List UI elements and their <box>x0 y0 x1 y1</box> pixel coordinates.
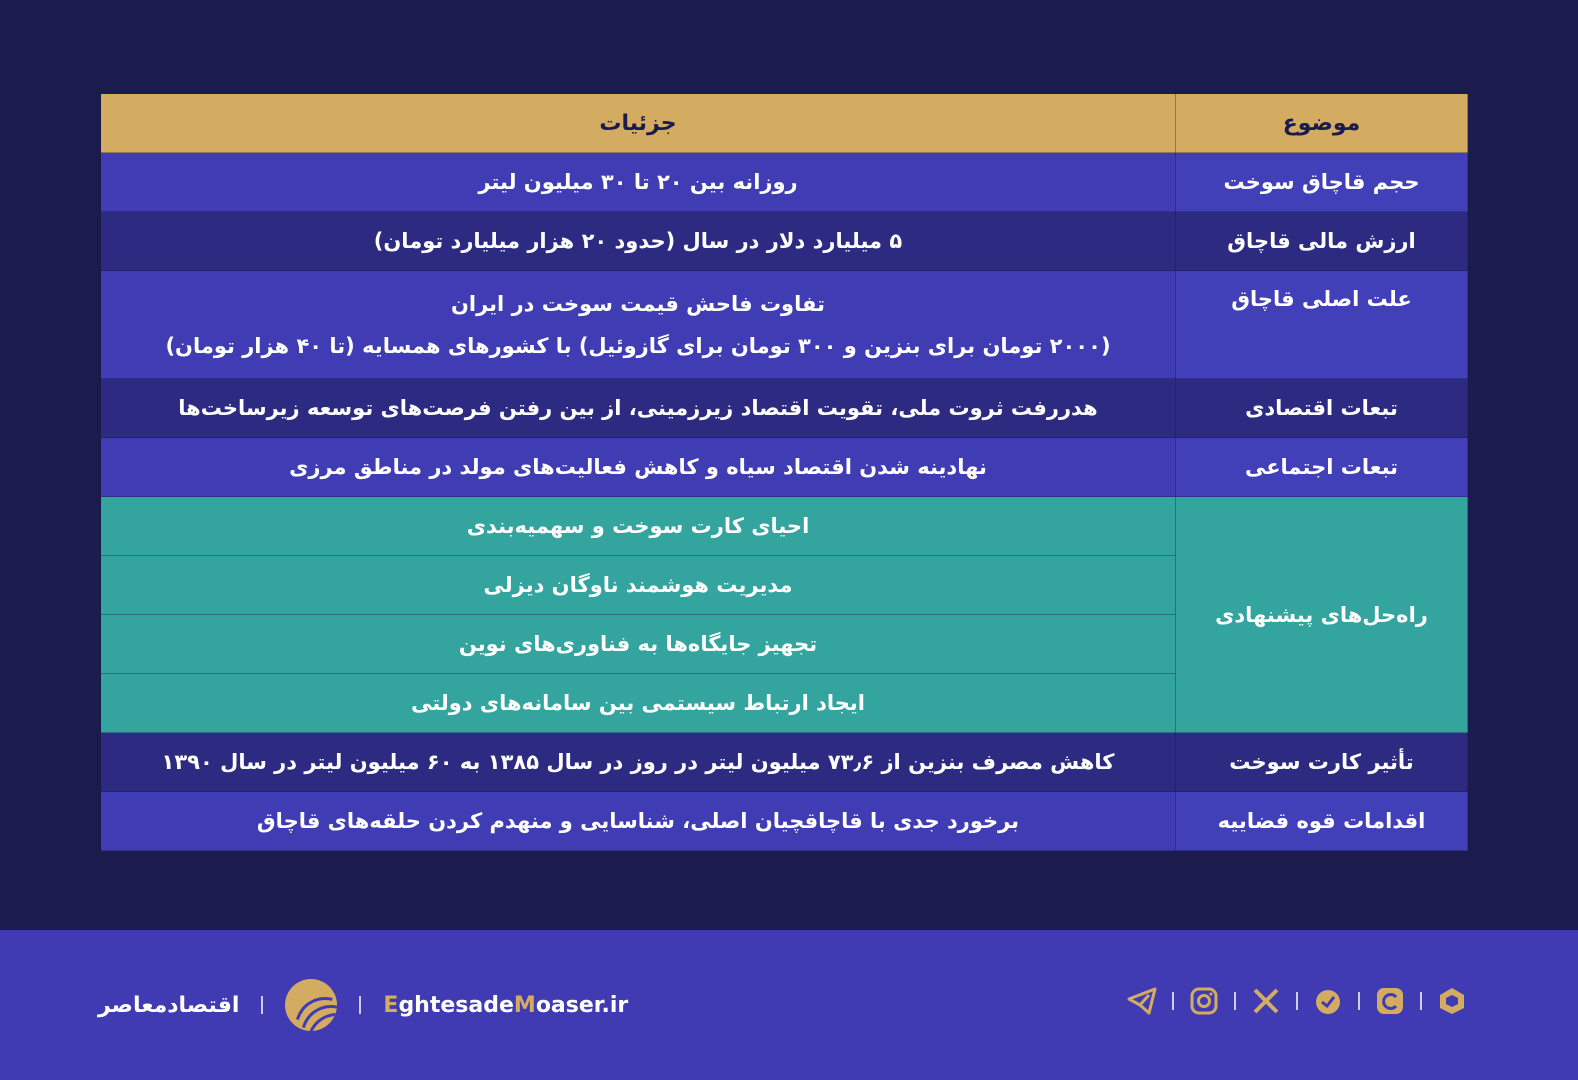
row-subject: تأثیر کارت سوخت <box>1176 733 1468 792</box>
row-subject: تبعات اقتصادی <box>1176 379 1468 438</box>
row-details: احیای کارت سوخت و سهمیه‌بندی <box>101 497 1176 556</box>
row-details: روزانه بین ۲۰ تا ۳۰ میلیون لیتر <box>101 153 1176 212</box>
row-subject: راه‌حل‌های پیشنهادی <box>1176 497 1468 733</box>
hexagon-icon[interactable] <box>1436 985 1468 1017</box>
row-details: نهادینه شدن اقتصاد سیاه و کاهش فعالیت‌های مولد در مناطق مرزی <box>101 438 1176 497</box>
footer <box>0 930 1578 1080</box>
divider <box>1420 992 1422 1010</box>
row-details <box>101 271 1176 379</box>
table-row <box>101 792 1468 851</box>
divider <box>1296 992 1298 1010</box>
brand-name-fa: اقتصادمعاصر <box>98 992 240 1018</box>
table-row <box>101 438 1468 497</box>
instagram-icon[interactable] <box>1188 985 1220 1017</box>
table-row <box>101 153 1468 212</box>
row-subject: حجم قاچاق سوخت <box>1176 153 1468 212</box>
row-details: تجهیز جایگاه‌ها به فناوری‌های نوین <box>101 615 1176 674</box>
row-subject: تبعات اجتماعی <box>1176 438 1468 497</box>
check-badge-icon[interactable] <box>1312 985 1344 1017</box>
telegram-icon[interactable] <box>1126 985 1158 1017</box>
row-details: ایجاد ارتباط سیستمی بین سامانه‌های دولتی <box>101 674 1176 733</box>
row-subject: ارزش مالی قاچاق <box>1176 212 1468 271</box>
table-row <box>101 497 1468 556</box>
url-letter: E <box>383 992 399 1018</box>
divider <box>261 996 263 1014</box>
brand <box>98 980 628 1030</box>
header-details: جزئیات <box>101 94 1176 153</box>
url-part: oaser.ir <box>535 992 629 1018</box>
table-row <box>101 271 1468 379</box>
divider <box>1172 992 1174 1010</box>
table-row <box>101 379 1468 438</box>
divider <box>359 996 361 1014</box>
detail-line: (۲۰۰۰ تومان برای بنزین و ۳۰۰ تومان برای گازوئیل) با کشورهای همسایه (تا ۴۰ هزار تومان) <box>165 333 1111 358</box>
table-row <box>101 212 1468 271</box>
header-subject: موضوع <box>1176 94 1468 153</box>
eitaa-icon[interactable] <box>1374 985 1406 1017</box>
divider <box>1358 992 1360 1010</box>
table-header <box>101 94 1468 153</box>
row-subject: علت اصلی قاچاق <box>1176 271 1468 379</box>
url-part: ghtesade <box>398 992 514 1018</box>
divider <box>1234 992 1236 1010</box>
x-icon[interactable] <box>1250 985 1282 1017</box>
row-details: برخورد جدی با قاچاقچیان اصلی، شناسایی و منهدم کردن حلقه‌های قاچاق <box>101 792 1176 851</box>
url-letter: M <box>513 992 536 1018</box>
row-subject: اقدامات قوه قضاییه <box>1176 792 1468 851</box>
logo-icon <box>285 979 337 1031</box>
social-links <box>1126 985 1468 1017</box>
fuel-smuggling-table <box>100 93 1468 851</box>
table-row <box>101 733 1468 792</box>
website-link[interactable] <box>383 993 628 1018</box>
row-details: ۵ میلیارد دلار در سال (حدود ۲۰ هزار میلیارد تومان) <box>101 212 1176 271</box>
detail-line: تفاوت فاحش قیمت سوخت در ایران <box>450 291 825 316</box>
row-details: مدیریت هوشمند ناوگان دیزلی <box>101 556 1176 615</box>
row-details: هدررفت ثروت ملی، تقویت اقتصاد زیرزمینی، از بین رفتن فرصت‌های توسعه زیرساخت‌ها <box>101 379 1176 438</box>
row-details: کاهش مصرف بنزین از ۷۳٫۶ میلیون لیتر در روز در سال ۱۳۸۵ به ۶۰ میلیون لیتر در سال ۱۳۹۰ <box>101 733 1176 792</box>
